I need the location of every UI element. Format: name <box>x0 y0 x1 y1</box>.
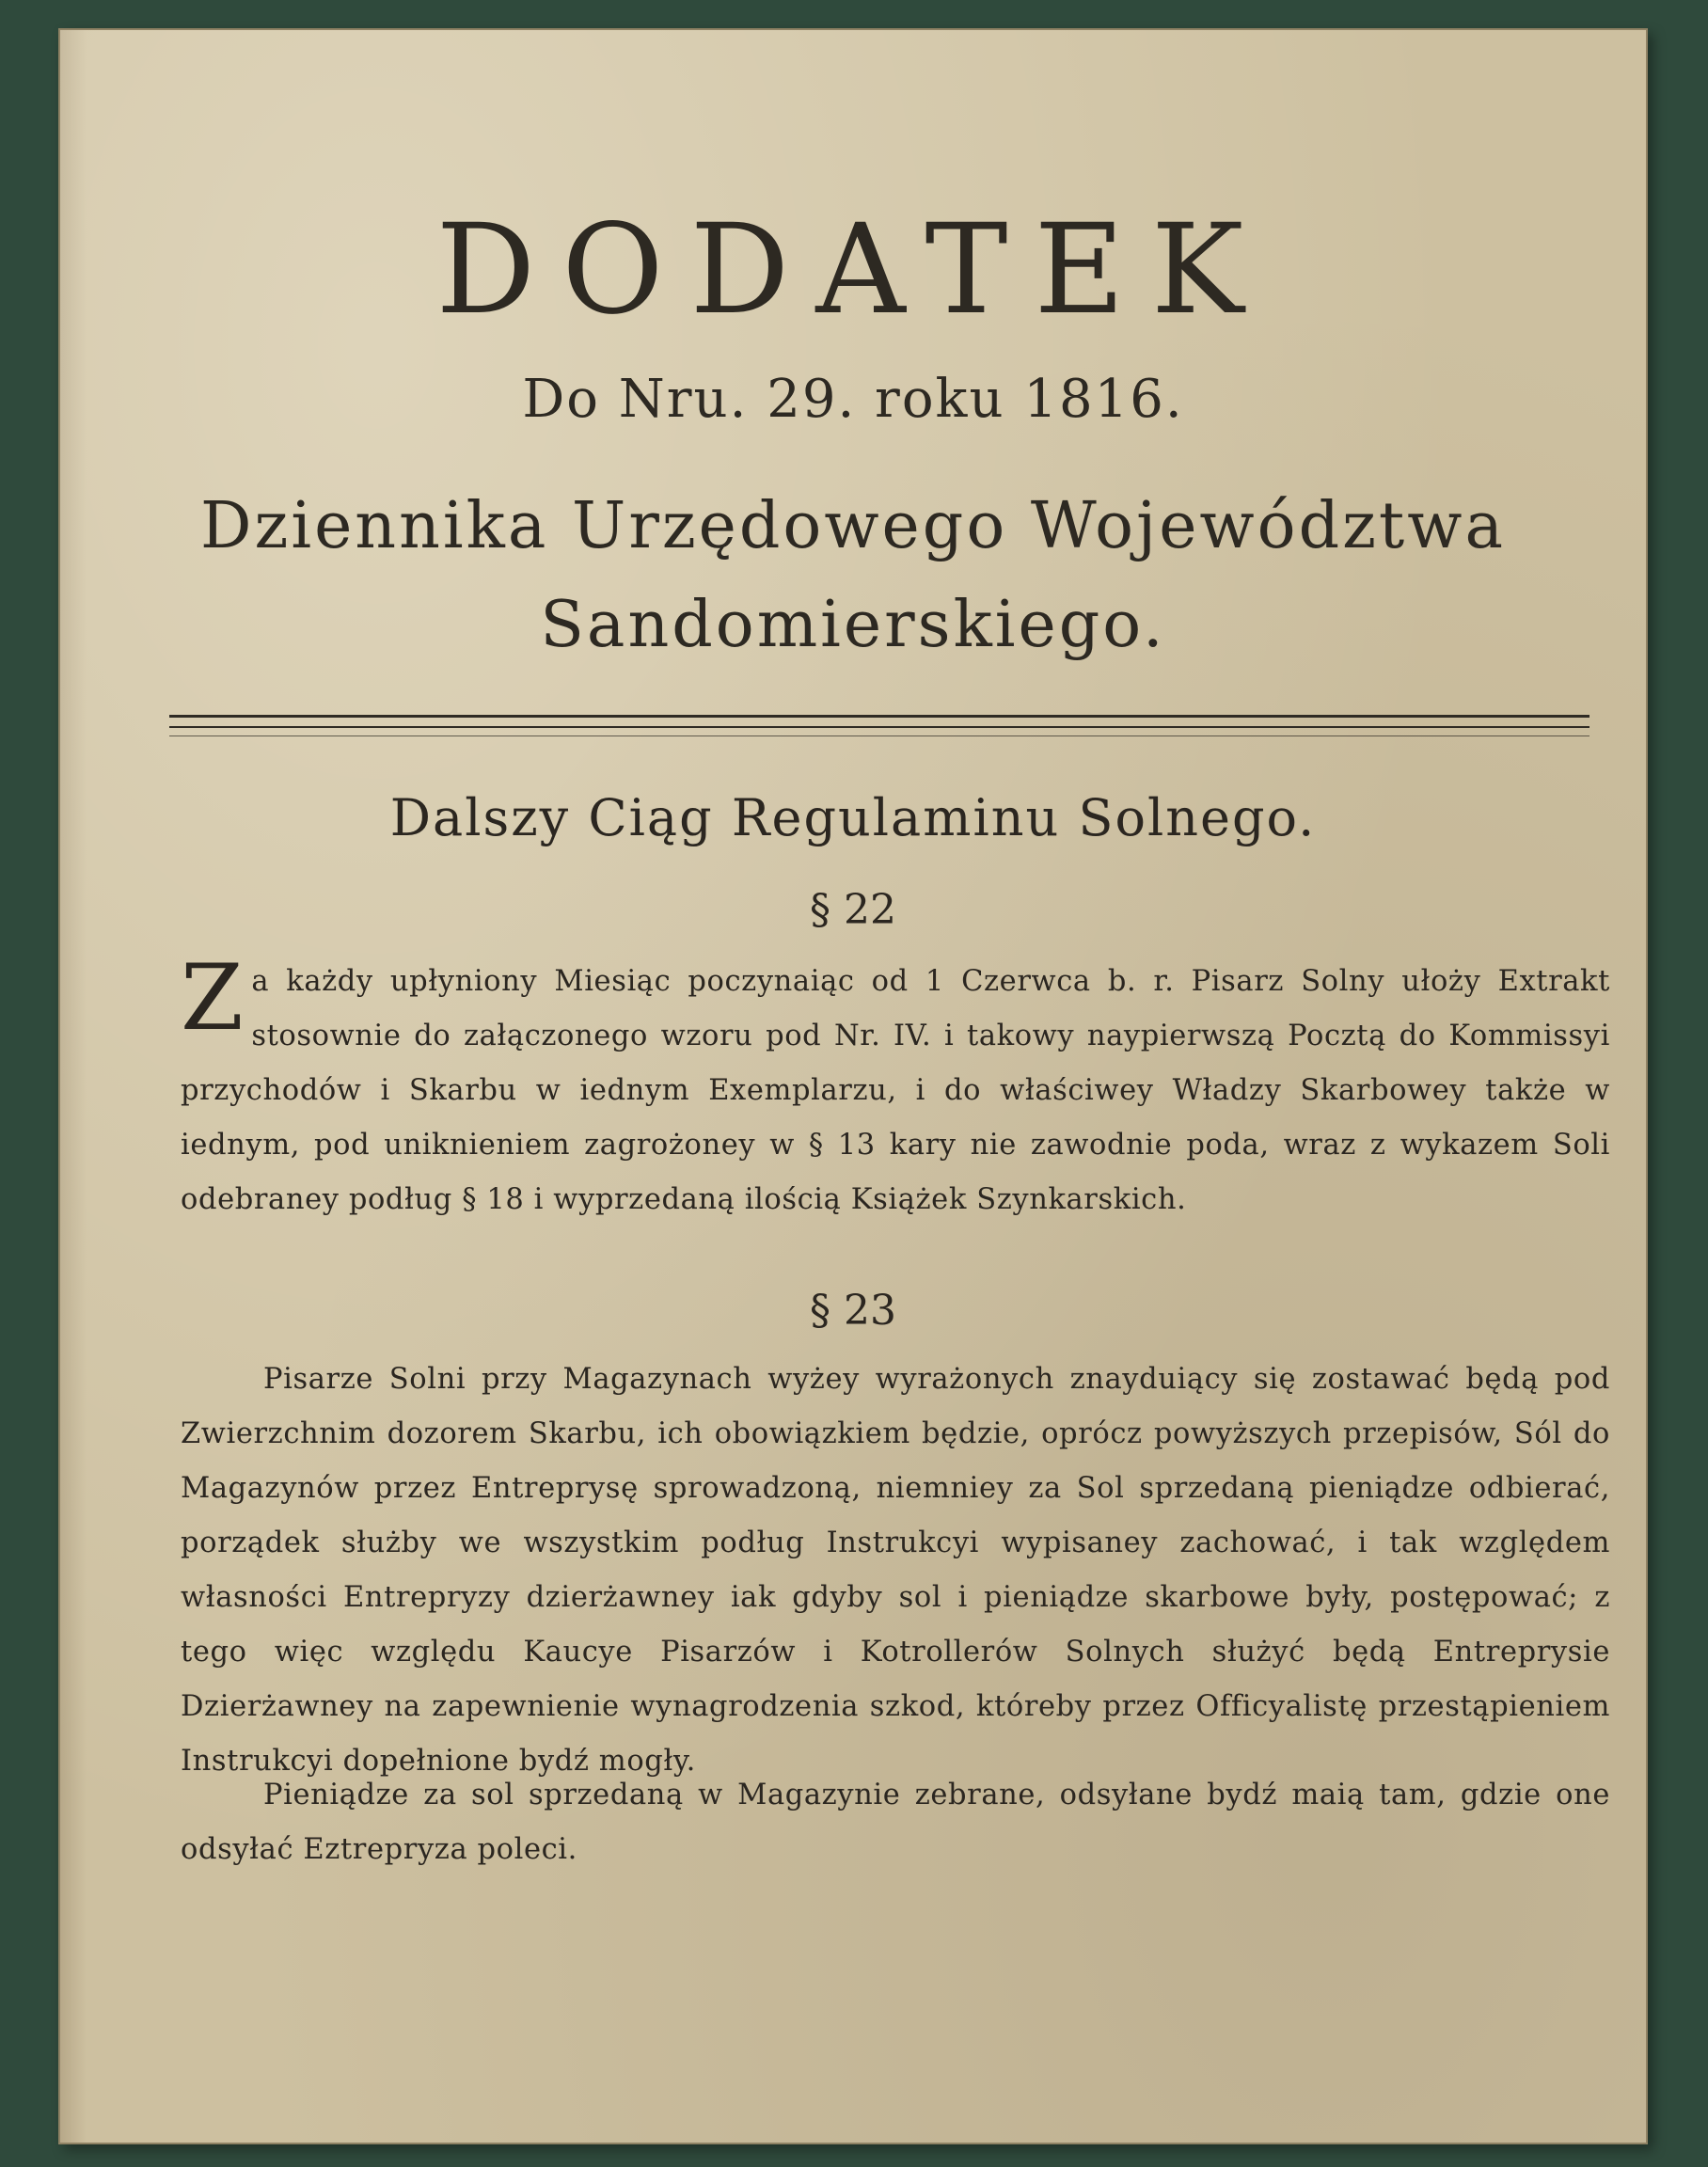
header-rule-thick <box>169 715 1589 718</box>
paragraph-22-body: a każdy upłyniony Miesiąc poczynaiąc od 1 Czerwca b. r. Pisarz Solny ułoży Extrakt stosownie do załączonego wzoru pod Nr. IV. i takowy naypierwszą Pocztą do Kommissyi przychodów i Skarbu w iednym Exemplarzu, i do właściwey Władzy Skarbowey także w iednym, pod uniknieniem zagrożoney w § 13 kary nie zawodnie poda, wraz z wykazem Soli odebraney podług § 18 i wyprzedaną ilością Książek Szynkarskich. <box>181 965 1610 1216</box>
journal-name-line2: Sandomierskiego. <box>540 588 1166 662</box>
paragraph-23-text: Pisarze Solni przy Magazynach wyżey wyrażonych znayduiący się zostawać będą pod Zwierzchnim dozorem Skarbu, ich obowiązkiem będzie, oprócz powyższych przepisów, Sól do Magazynów przez Entreprysę sprowadzoną, niemniey za Sol sprzedaną pieniądze odbierać, porządek służby we wszystkim podług Instrukcyi wypisaney zachować, i tak względem własności Entrepryzy dzierżawney iak gdyby sol i pieniądze skarbowe były, postępować; z tego więc względu Kaucye Pisarzów i Kotrollerów Solnych służyć będą Entreprysie Dzierżawney na zapewnienie wynagrodzenia szkod, któreby przez Officyalistę przestąpieniem Instrukcyi dopełnione bydź mogły. <box>181 1363 1610 1778</box>
header-rule-thin <box>169 726 1589 728</box>
paragraph-mark-23: § 23 <box>810 1287 896 1335</box>
journal-name-line1: Dziennika Urzędowego Województwa <box>199 489 1507 563</box>
issue-subtitle: Do Nru. 29. roku 1816. <box>522 369 1184 430</box>
paragraph-22-text <box>181 945 1610 1227</box>
paragraph-mark-22: § 22 <box>810 886 896 934</box>
section-heading: Dalszy Ciąg Regulaminu Solnego. <box>389 788 1317 847</box>
document-page <box>58 28 1648 2144</box>
drop-cap-initial: Z <box>181 945 245 1051</box>
paragraph-23-closing-text: Pieniądze za sol sprzedaną w Magazynie zebrane, odsyłane bydź maią tam, gdzie one odsyłać Eztrepryza poleci. <box>181 1779 1610 1866</box>
document-title: DODATEK <box>435 198 1271 342</box>
